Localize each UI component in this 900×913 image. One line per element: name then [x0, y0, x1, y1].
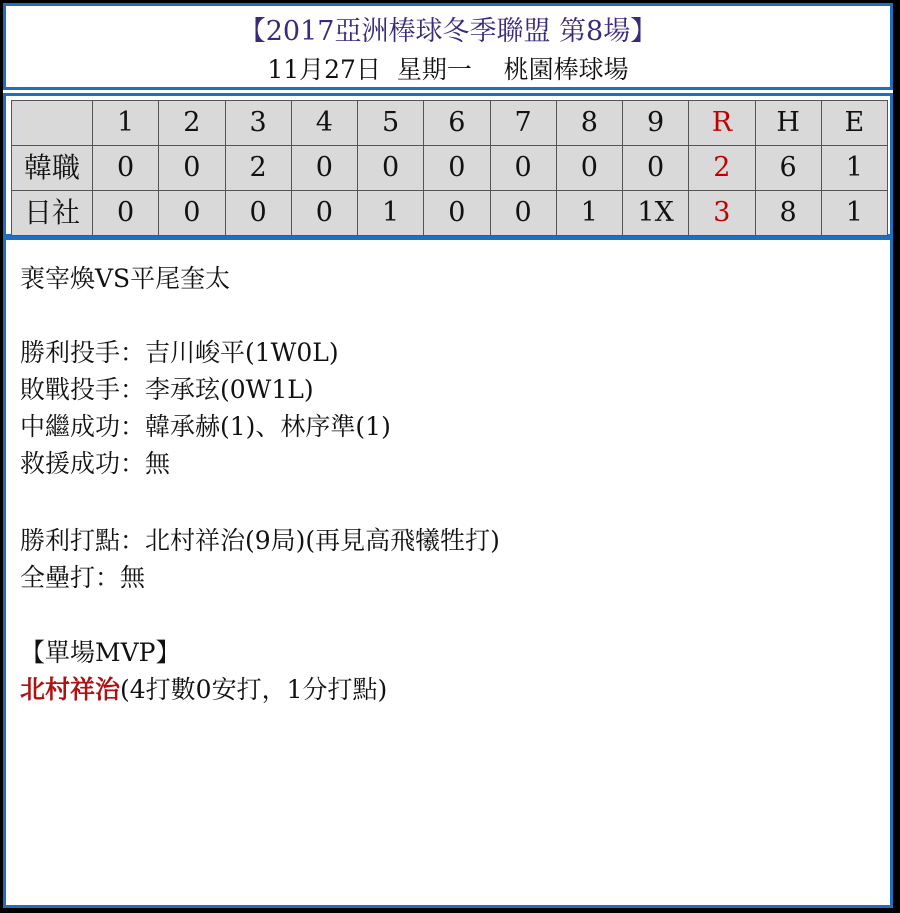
mvp-line [20, 675, 387, 705]
inning-score: 1 [358, 191, 424, 236]
team-name: 日社 [12, 191, 93, 236]
inning-7-header: 7 [490, 101, 556, 146]
inning-4-header: 4 [291, 101, 357, 146]
errors-total: 1 [821, 191, 887, 236]
holds: 中繼成功：韓承赫(1)、林序準(1) [20, 412, 391, 441]
inning-score: 0 [159, 146, 225, 191]
runs-total: 2 [689, 146, 755, 191]
inning-score: 0 [93, 191, 159, 236]
game-header [3, 3, 893, 90]
inning-score: 0 [159, 191, 225, 236]
scoreboard [3, 93, 893, 237]
page-frame [3, 3, 893, 908]
inning-2-header: 2 [159, 101, 225, 146]
game-summary [3, 237, 893, 908]
mvp-stats: (4打數0安打，1分打點) [120, 675, 388, 704]
team-name: 韓職 [12, 146, 93, 191]
team-row-home [12, 191, 888, 236]
header-corner-cell [12, 101, 93, 146]
pitching-matchup: 裵宰煥VS平尾奎太 [20, 264, 231, 293]
errors-header: E [821, 101, 887, 146]
inning-score: 1X [623, 191, 689, 236]
inning-9-header: 9 [623, 101, 689, 146]
winning-rbi: 勝利打點：北村祥治(9局)(再見高飛犧牲打) [20, 526, 500, 555]
inning-score: 0 [225, 191, 291, 236]
inning-score: 0 [490, 191, 556, 236]
inning-score: 0 [291, 146, 357, 191]
inning-score: 2 [225, 146, 291, 191]
hits-header: H [755, 101, 821, 146]
game-title: 【2017亞洲棒球冬季聯盟 第8場】 [238, 16, 658, 47]
linescore-table [11, 100, 888, 236]
hits-total: 8 [755, 191, 821, 236]
save: 救援成功：無 [20, 449, 171, 478]
inning-score: 0 [424, 146, 490, 191]
team-row-away [12, 146, 888, 191]
inning-score: 0 [556, 146, 622, 191]
inning-5-header: 5 [358, 101, 424, 146]
inning-6-header: 6 [424, 101, 490, 146]
inning-score: 0 [291, 191, 357, 236]
inning-score: 0 [93, 146, 159, 191]
inning-3-header: 3 [225, 101, 291, 146]
mvp-heading: 【單場MVP】 [20, 638, 181, 667]
errors-total: 1 [821, 146, 887, 191]
inning-8-header: 8 [556, 101, 622, 146]
mvp-name: 北村祥治 [20, 675, 121, 704]
game-date-venue: 11月27日 星期一 桃園棒球場 [267, 55, 629, 84]
losing-pitcher: 敗戰投手：李承玹(0W1L) [20, 375, 314, 404]
inning-score: 0 [358, 146, 424, 191]
linescore-header-row [12, 101, 888, 146]
inning-score: 0 [490, 146, 556, 191]
inning-score: 1 [556, 191, 622, 236]
home-runs: 全壘打：無 [20, 563, 146, 592]
hits-total: 6 [755, 146, 821, 191]
winning-pitcher: 勝利投手：吉川峻平(1W0L) [20, 338, 339, 367]
inning-score: 0 [623, 146, 689, 191]
inning-1-header: 1 [93, 101, 159, 146]
runs-header: R [689, 101, 755, 146]
inning-score: 0 [424, 191, 490, 236]
runs-total: 3 [689, 191, 755, 236]
